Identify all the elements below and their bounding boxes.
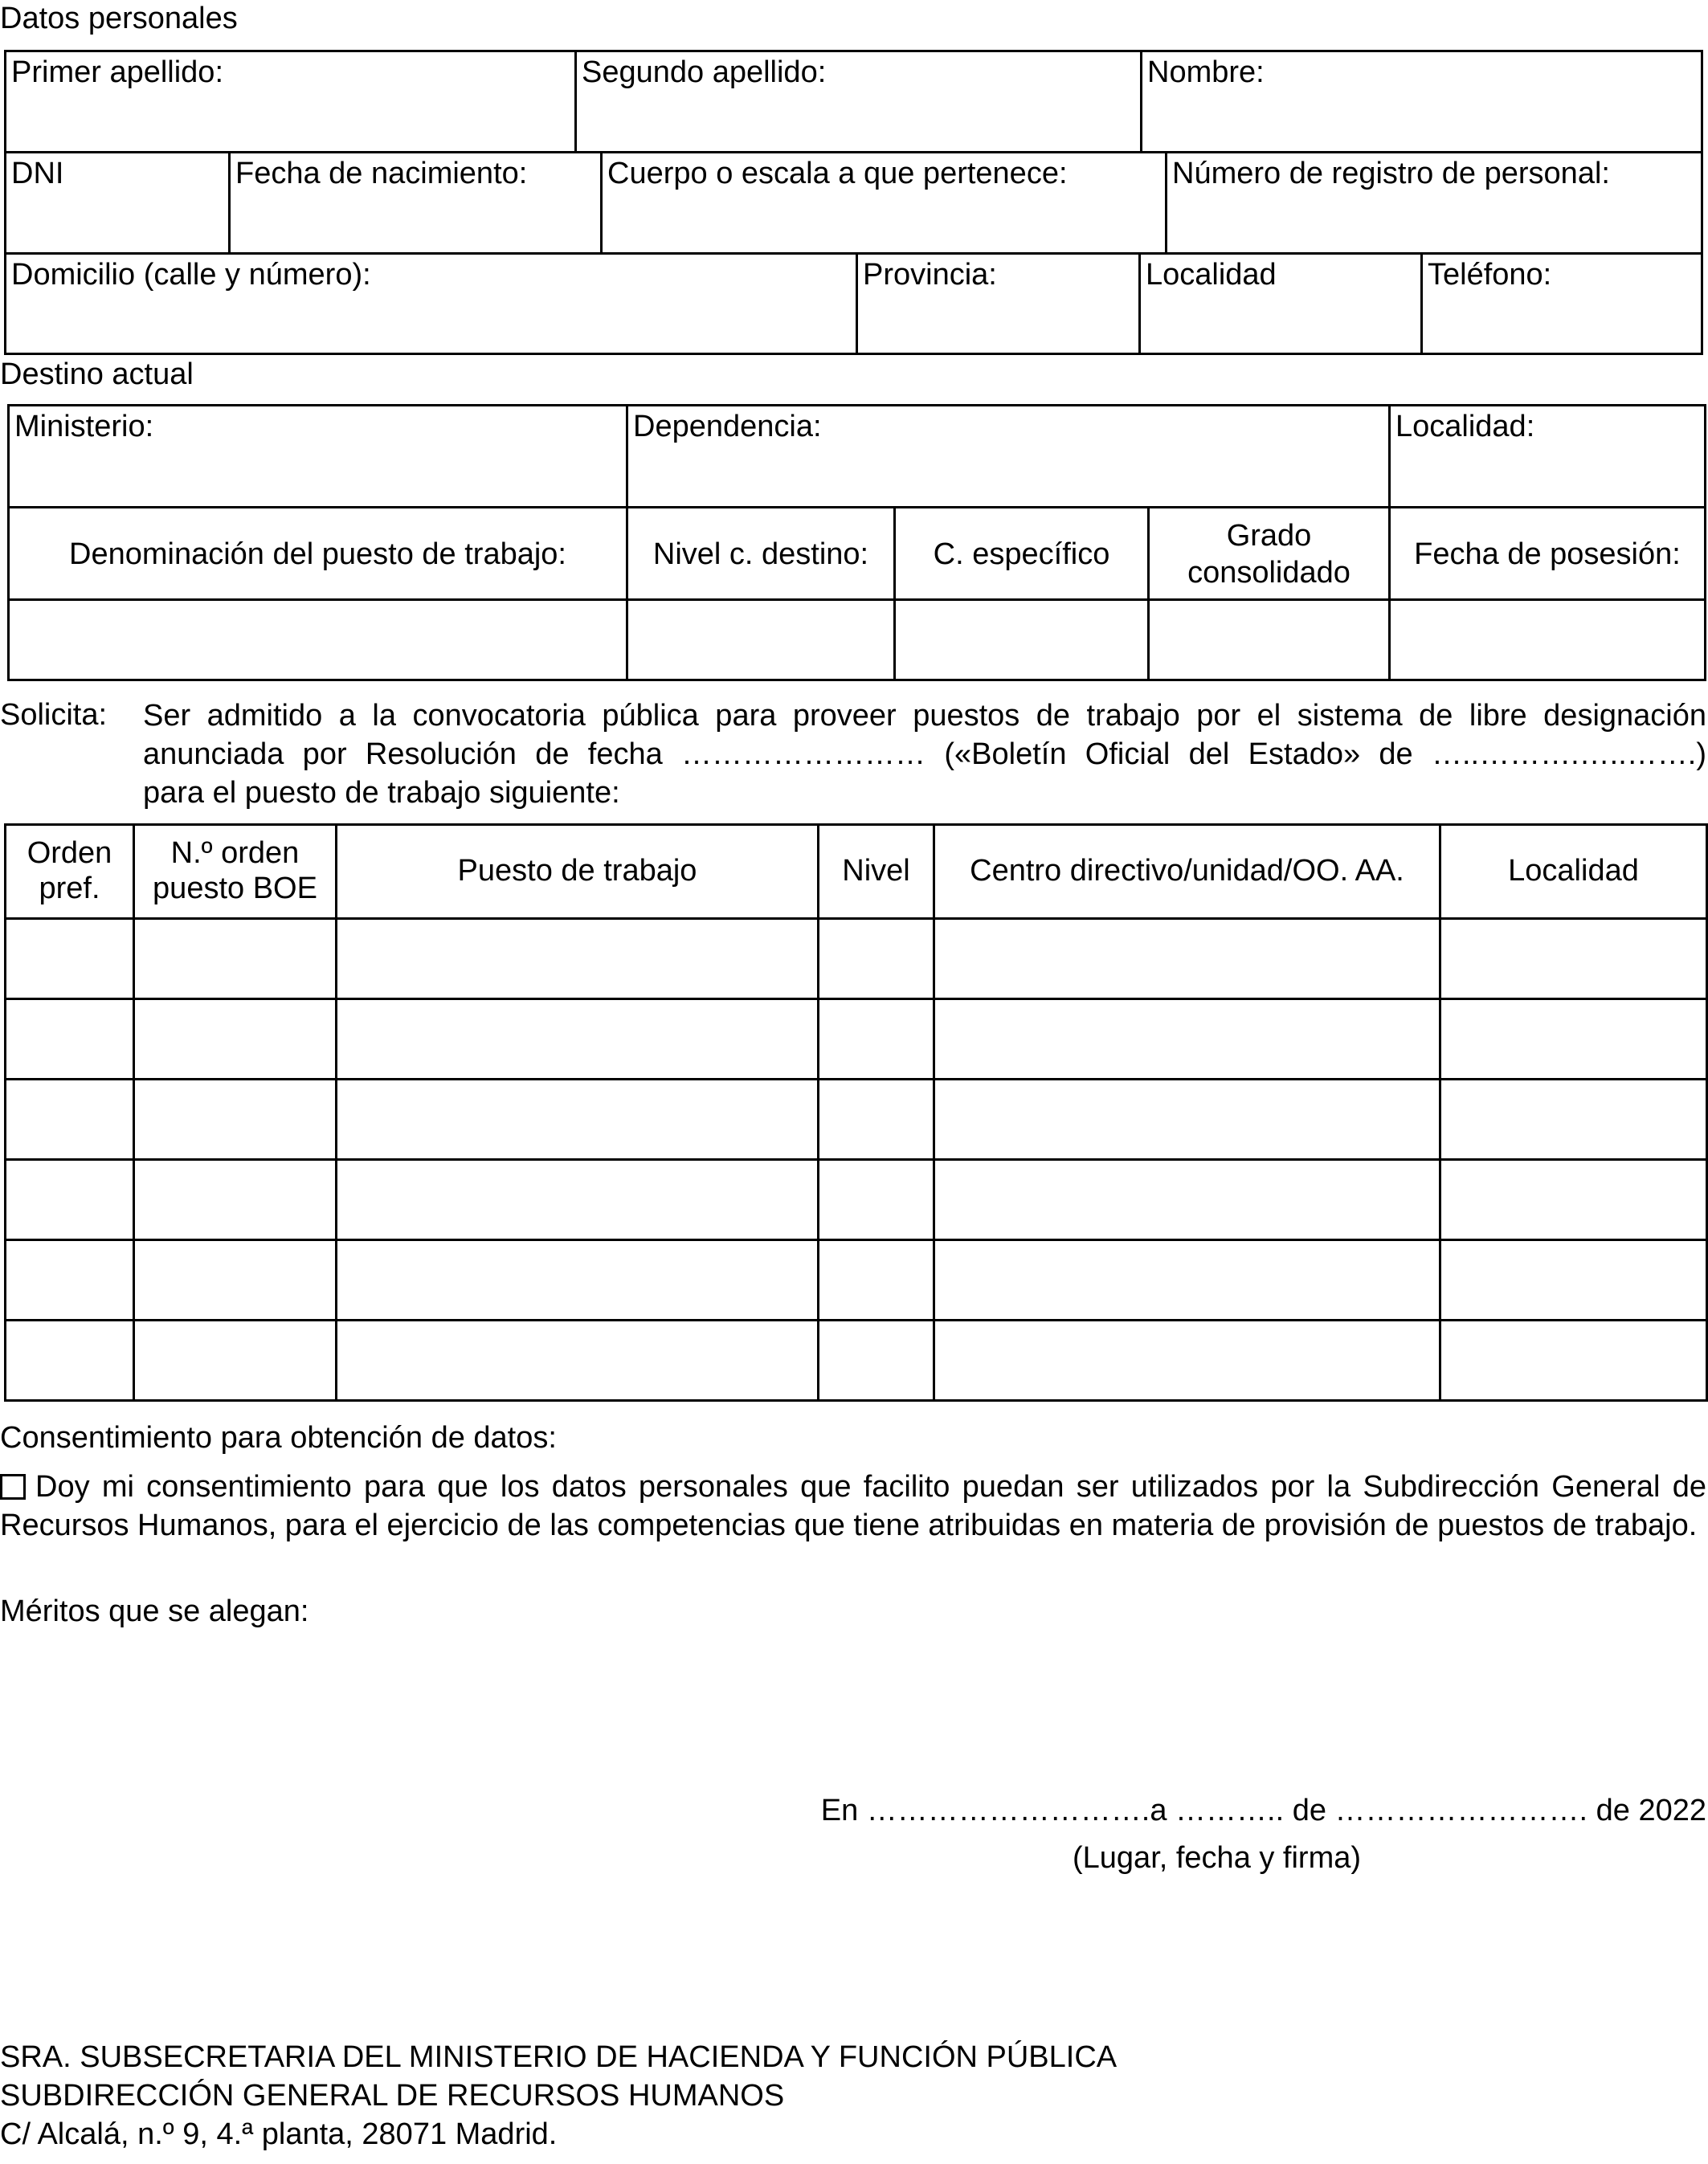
cell-nivel[interactable] bbox=[819, 1160, 934, 1240]
th-localidad: Localidad bbox=[1440, 825, 1707, 919]
field-dni[interactable] bbox=[6, 153, 228, 255]
cell-num-orden[interactable] bbox=[134, 919, 337, 999]
solicita-text bbox=[143, 696, 1706, 812]
label-nombre: Nombre: bbox=[1147, 55, 1265, 89]
cell-num-orden[interactable] bbox=[134, 1160, 337, 1240]
label-primer-apellido: Primer apellido: bbox=[11, 55, 223, 89]
label-nivel: Nivel c. destino: bbox=[652, 537, 869, 571]
field-fecha-nacimiento[interactable] bbox=[228, 153, 600, 255]
th-centro: Centro directivo/unidad/OO. AA. bbox=[934, 825, 1440, 919]
section-title-destino: Destino actual bbox=[0, 357, 194, 391]
label-c-especifico: C. específico bbox=[933, 537, 1110, 571]
table-row bbox=[6, 1321, 1707, 1401]
cell-puesto[interactable] bbox=[337, 1321, 819, 1401]
field-localidad[interactable] bbox=[1138, 255, 1420, 353]
firma-line: En ……………………….a ……….. de ……………………. de 2022 bbox=[820, 1794, 1706, 1827]
table-row bbox=[6, 1160, 1707, 1240]
cell-centro[interactable] bbox=[934, 1240, 1440, 1321]
address-block bbox=[0, 2038, 1117, 2154]
field-destino-localidad[interactable] bbox=[1388, 406, 1704, 508]
cell-puesto[interactable] bbox=[337, 919, 819, 999]
cell-orden[interactable] bbox=[6, 1321, 134, 1401]
address-line-2: SUBDIRECCIÓN GENERAL DE RECURSOS HUMANOS bbox=[0, 2079, 785, 2113]
th-orden-2: pref. bbox=[39, 872, 100, 905]
input-nivel[interactable] bbox=[626, 601, 893, 679]
cell-localidad[interactable] bbox=[1440, 1321, 1707, 1401]
cell-nivel[interactable] bbox=[819, 919, 934, 999]
label-fecha-nacimiento: Fecha de nacimiento: bbox=[235, 157, 528, 190]
label-provincia: Provincia: bbox=[863, 258, 997, 292]
cell-puesto[interactable] bbox=[337, 999, 819, 1080]
cell-orden[interactable] bbox=[6, 1080, 134, 1160]
label-cuerpo: Cuerpo o escala a que pertenece: bbox=[607, 157, 1068, 190]
th-orden-1: Orden bbox=[27, 836, 112, 871]
label-grado-1: Grado bbox=[1226, 518, 1312, 553]
destino-box bbox=[7, 404, 1706, 681]
input-denominacion[interactable] bbox=[10, 601, 626, 679]
header-grado bbox=[1147, 508, 1388, 601]
table-row bbox=[6, 999, 1707, 1080]
field-cuerpo[interactable] bbox=[600, 153, 1165, 255]
personal-data-box bbox=[4, 50, 1703, 355]
cell-puesto[interactable] bbox=[337, 1080, 819, 1160]
solicita-line-1: Ser admitido a la convocatoria pública para proveer puestos de trabajo por el sistema de libre designación bbox=[143, 699, 1706, 733]
th-nivel: Nivel bbox=[819, 825, 934, 919]
label-domicilio: Domicilio (calle y número): bbox=[11, 258, 371, 292]
header-nivel bbox=[626, 508, 893, 601]
cell-nivel[interactable] bbox=[819, 1240, 934, 1321]
field-num-registro[interactable] bbox=[1165, 153, 1701, 255]
header-fecha-posesion bbox=[1388, 508, 1704, 601]
cell-puesto[interactable] bbox=[337, 1160, 819, 1240]
cell-num-orden[interactable] bbox=[134, 1080, 337, 1160]
input-c-especifico[interactable] bbox=[893, 601, 1147, 679]
table-header-row bbox=[6, 825, 1707, 919]
th-puesto: Puesto de trabajo bbox=[337, 825, 819, 919]
cell-nivel[interactable] bbox=[819, 1321, 934, 1401]
field-provincia[interactable] bbox=[856, 255, 1138, 353]
header-c-especifico bbox=[893, 508, 1147, 601]
cell-nivel[interactable] bbox=[819, 999, 934, 1080]
cell-centro[interactable] bbox=[934, 1321, 1440, 1401]
address-line-3: C/ Alcalá, n.º 9, 4.ª planta, 28071 Madrid. bbox=[0, 2117, 558, 2151]
cell-localidad[interactable] bbox=[1440, 1240, 1707, 1321]
field-primer-apellido[interactable] bbox=[6, 52, 574, 153]
solicita-line-3: para el puesto de trabajo siguiente: bbox=[143, 776, 620, 810]
cell-puesto[interactable] bbox=[337, 1240, 819, 1321]
field-ministerio[interactable] bbox=[10, 406, 626, 508]
label-dependencia: Dependencia: bbox=[633, 410, 822, 443]
field-domicilio[interactable] bbox=[6, 255, 856, 353]
label-telefono: Teléfono: bbox=[1428, 258, 1552, 292]
field-telefono[interactable] bbox=[1420, 255, 1701, 353]
field-nombre[interactable] bbox=[1140, 52, 1701, 153]
label-fecha-posesion: Fecha de posesión: bbox=[1414, 537, 1681, 571]
table-row bbox=[6, 919, 1707, 999]
field-segundo-apellido[interactable] bbox=[574, 52, 1140, 153]
cell-localidad[interactable] bbox=[1440, 999, 1707, 1080]
cell-num-orden[interactable] bbox=[134, 1240, 337, 1321]
cell-centro[interactable] bbox=[934, 999, 1440, 1080]
puestos-table bbox=[4, 823, 1708, 1402]
cell-centro[interactable] bbox=[934, 1160, 1440, 1240]
consent-title: Consentimiento para obtención de datos: bbox=[0, 1421, 557, 1455]
cell-localidad[interactable] bbox=[1440, 1080, 1707, 1160]
cell-centro[interactable] bbox=[934, 919, 1440, 999]
section-title-personal: Datos personales bbox=[0, 2, 238, 35]
consent-paragraph bbox=[0, 1468, 1706, 1545]
table-row bbox=[6, 1240, 1707, 1321]
label-denominacion: Denominación del puesto de trabajo: bbox=[69, 537, 566, 571]
cell-num-orden[interactable] bbox=[134, 999, 337, 1080]
cell-orden[interactable] bbox=[6, 999, 134, 1080]
table-row bbox=[6, 1080, 1707, 1160]
consent-checkbox[interactable] bbox=[0, 1474, 26, 1500]
cell-orden[interactable] bbox=[6, 1160, 134, 1240]
field-dependencia[interactable] bbox=[626, 406, 1388, 508]
label-ministerio: Ministerio: bbox=[14, 410, 154, 443]
label-num-registro: Número de registro de personal: bbox=[1172, 157, 1610, 190]
cell-nivel[interactable] bbox=[819, 1080, 934, 1160]
cell-localidad[interactable] bbox=[1440, 919, 1707, 999]
label-segundo-apellido: Segundo apellido: bbox=[582, 55, 827, 89]
cell-centro[interactable] bbox=[934, 1080, 1440, 1160]
solicita-label: Solicita: bbox=[0, 698, 108, 732]
th-num-orden bbox=[134, 825, 337, 919]
th-orden bbox=[6, 825, 134, 919]
meritos-label: Méritos que se alegan: bbox=[0, 1594, 309, 1628]
header-denominacion bbox=[10, 508, 626, 601]
firma-caption: (Lugar, fecha y firma) bbox=[1073, 1841, 1362, 1875]
cell-orden[interactable] bbox=[6, 919, 134, 999]
label-grado-2: consolidado bbox=[1187, 555, 1350, 590]
th-num-orden-2: puesto BOE bbox=[153, 872, 317, 905]
cell-num-orden[interactable] bbox=[134, 1321, 337, 1401]
address-line-1: SRA. SUBSECRETARIA DEL MINISTERIO DE HACIENDA Y FUNCIÓN PÚBLICA bbox=[0, 2040, 1118, 2074]
consent-text: Doy mi consentimiento para que los datos personales que facilito puedan ser utilizados por la Subdirección General de Recursos Humanos, para el ejercicio de las competencias que tiene atribuidas en materia de provisión de puestos de trabajo. bbox=[0, 1470, 1706, 1542]
input-fecha-posesion[interactable] bbox=[1388, 601, 1704, 679]
cell-orden[interactable] bbox=[6, 1240, 134, 1321]
label-dni: DNI bbox=[11, 157, 64, 190]
input-grado[interactable] bbox=[1147, 601, 1388, 679]
label-localidad: Localidad bbox=[1146, 258, 1277, 292]
label-destino-localidad: Localidad: bbox=[1395, 410, 1535, 443]
cell-localidad[interactable] bbox=[1440, 1160, 1707, 1240]
th-num-orden-1: N.º orden bbox=[170, 836, 300, 871]
solicita-line-2: anunciada por Resolución de fecha …………………… («Boletín Oficial del Estado» de …..……….…..…….) bbox=[143, 737, 1706, 771]
